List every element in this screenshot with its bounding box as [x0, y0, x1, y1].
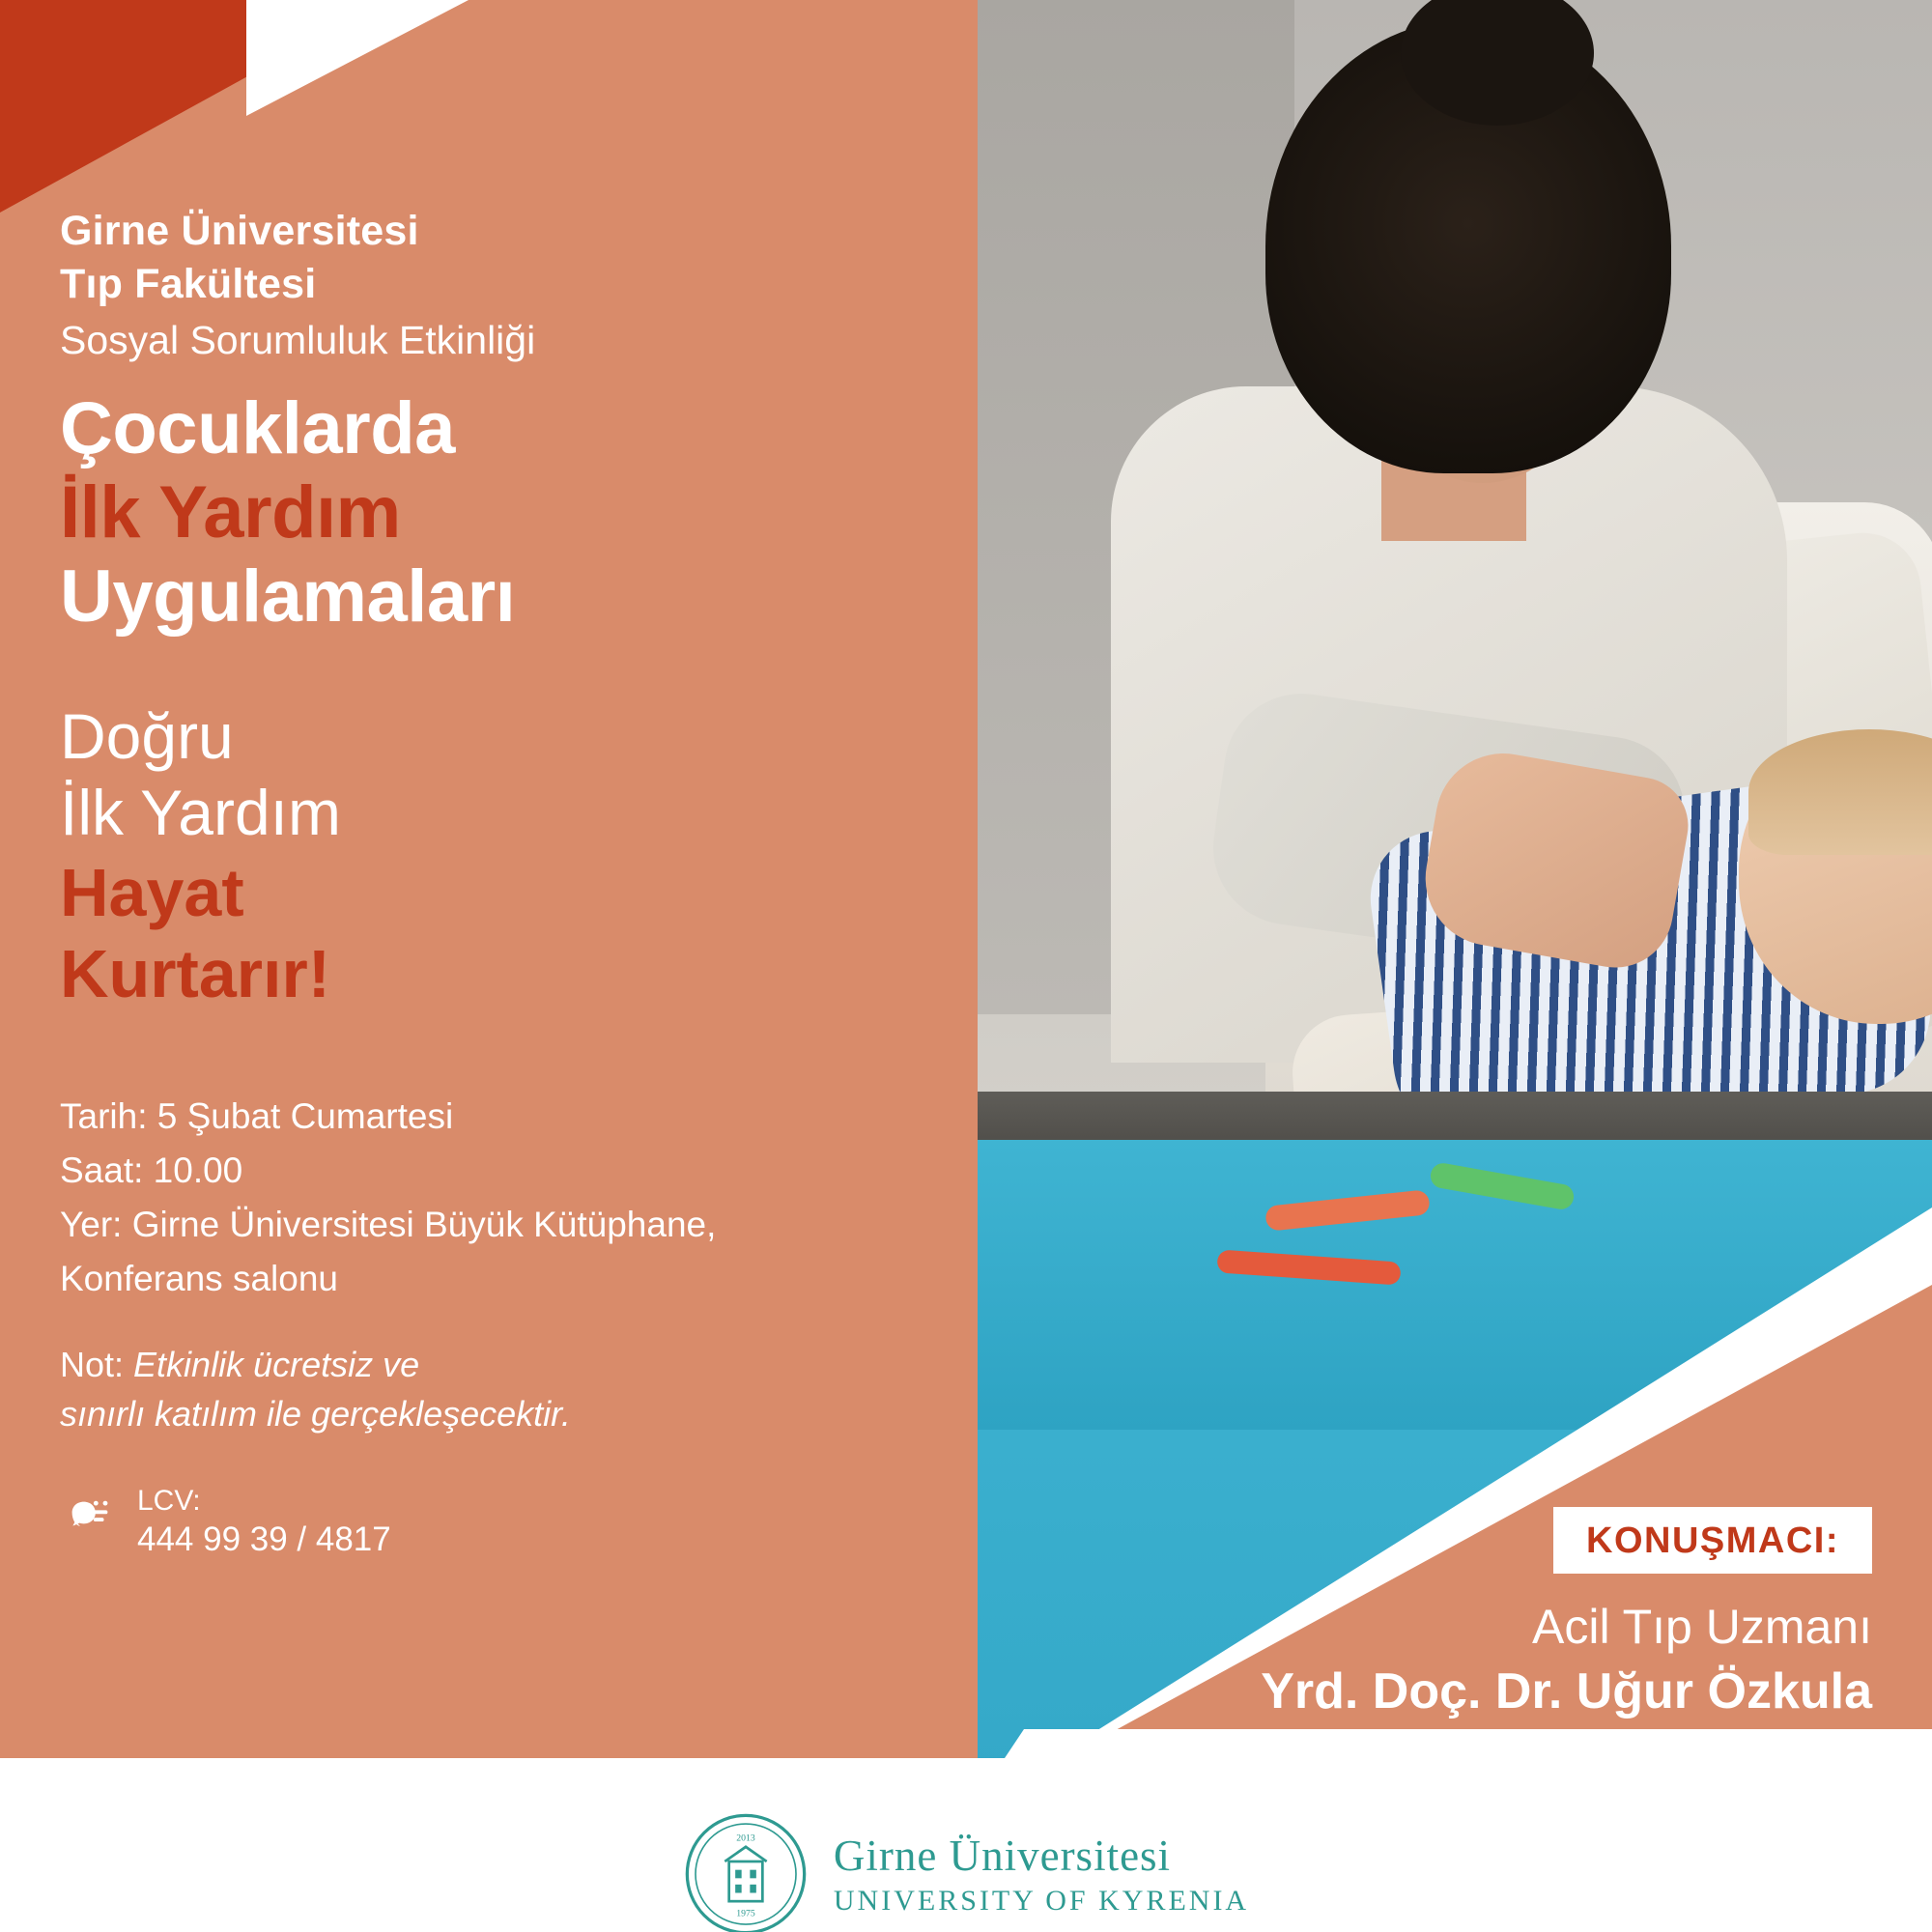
slogan-line-2: İlk Yardım	[60, 777, 341, 849]
event-title	[60, 387, 929, 639]
phone-chat-icon	[60, 1492, 120, 1551]
org-line-1: Girne Üniversitesi	[60, 208, 419, 254]
footer-logo-text	[834, 1831, 1249, 1918]
event-slogan	[60, 698, 929, 1013]
contact-label: LCV:	[137, 1484, 201, 1517]
slogan-line-1: Doğru	[60, 700, 234, 773]
note-label: Not:	[60, 1344, 134, 1384]
poster-text-content	[60, 205, 929, 1560]
speaker-badge: KONUŞMACI:	[1553, 1507, 1872, 1574]
org-line-2: Tıp Fakültesi	[60, 261, 317, 308]
footer-university-name-en: UNIVERSITY OF KYRENIA	[833, 1885, 1250, 1917]
detail-place-line-1: Yer: Girne Üniversitesi Büyük Kütüphane,	[60, 1205, 717, 1245]
svg-text:1975: 1975	[736, 1908, 755, 1919]
speaker-name: Yrd. Doç. Dr. Uğur Özkula	[1261, 1663, 1872, 1719]
footer-logo-block	[0, 1816, 1932, 1932]
footer-university-name-tr: Girne Üniversitesi	[833, 1832, 1172, 1880]
event-details	[60, 1090, 929, 1307]
contact-number[interactable]: 444 99 39 / 4817	[137, 1520, 391, 1558]
svg-text:2013: 2013	[736, 1833, 755, 1844]
note-text-line-2: sınırlı katılım ile gerçekleşecektir.	[60, 1393, 571, 1434]
event-note	[60, 1340, 929, 1438]
slogan-line-3: Hayat	[60, 854, 244, 930]
university-crest-icon	[683, 1811, 809, 1932]
speaker-block	[1261, 1507, 1872, 1720]
title-line-3: Uygulamaları	[60, 554, 516, 638]
contact-block[interactable]	[60, 1483, 929, 1561]
title-line-2: İlk Yardım	[60, 470, 401, 554]
detail-place-line-2: Konferans salonu	[60, 1259, 338, 1299]
org-subtitle: Sosyal Sorumluluk Etkinliği	[60, 318, 536, 363]
title-line-1: Çocuklarda	[60, 387, 455, 470]
organization-block	[60, 205, 929, 366]
contact-text	[137, 1483, 391, 1561]
detail-date: Tarih: 5 Şubat Cumartesi	[60, 1095, 454, 1136]
detail-time: Saat: 10.00	[60, 1150, 243, 1190]
speaker-role: Acil Tıp Uzmanı	[1532, 1600, 1872, 1654]
slogan-line-4: Kurtarır!	[60, 935, 331, 1011]
note-text-line-1: Etkinlik ücretsiz ve	[133, 1344, 420, 1384]
